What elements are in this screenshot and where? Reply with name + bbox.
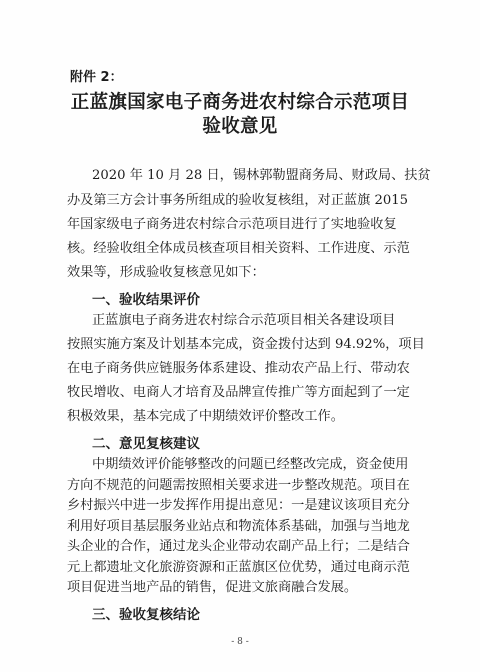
section-heading-2: 二、意见复核建议 <box>92 436 200 452</box>
section2-line: 中期绩效评价能够整改的问题已经整改完成，资金使用 <box>92 457 409 472</box>
section2-line: 乡村振兴中进一步发挥作用提出意见：一是建议该项目充分 <box>67 498 410 513</box>
intro-line: 2020 年 10 月 28 日，锡林郭勒盟商务局、财政局、扶贫 <box>92 168 431 183</box>
section2-line: 元上都遗址文化旅游资源和正蓝旗区位优势，通过电商示范 <box>67 560 410 575</box>
section1-line: 积极效果，基本完成了中期绩效评价整改工作。 <box>67 409 344 424</box>
section2-line: 头企业的合作，通过龙头企业带动农副产品上行；二是结合 <box>67 539 410 554</box>
annex-label: 附件 2： <box>70 70 123 85</box>
intro-line: 年国家级电子商务进农村综合示范项目进行了实地验收复 <box>67 217 397 232</box>
section1-line: 在电子商务供应链服务体系建设、推动农产品上行、带动农 <box>67 361 410 376</box>
intro-line: 核。经验收组全体成员核查项目相关资料、工作进度、示范 <box>67 241 410 256</box>
section-heading-3: 三、验收复核结论 <box>92 607 200 623</box>
section1-line: 牧民增收、电商人才培育及品牌宣传推广等方面起到了一定 <box>67 385 410 400</box>
section2-line: 项目促进当地产品的销售，促进文旅商融合发展。 <box>67 580 358 595</box>
section-heading-1: 一、验收结果评价 <box>92 292 200 308</box>
section2-line: 方向不规范的问题需按照相关要求进一步整改规范。项目在 <box>67 478 410 493</box>
intro-line: 效果等，形成验收复核意见如下： <box>67 265 265 280</box>
section1-line: 正蓝旗电子商务进农村综合示范项目相关各建设项目 <box>92 313 396 328</box>
intro-line: 办及第三方会计事务所组成的验收复核组，对正蓝旗 2015 <box>67 193 409 208</box>
section1-line: 按照实施方案及计划基本完成，资金拨付达到 94.92%，项目 <box>67 337 425 352</box>
document-title-line-1: 正蓝旗国家电子商务进农村综合示范项目 <box>70 92 410 113</box>
page-number: - 8 - <box>231 637 249 647</box>
section2-line: 利用好项目基层服务业站点和物流体系基础，加强与当地龙 <box>67 519 410 534</box>
document-title-line-2: 验收意见 <box>202 116 278 137</box>
